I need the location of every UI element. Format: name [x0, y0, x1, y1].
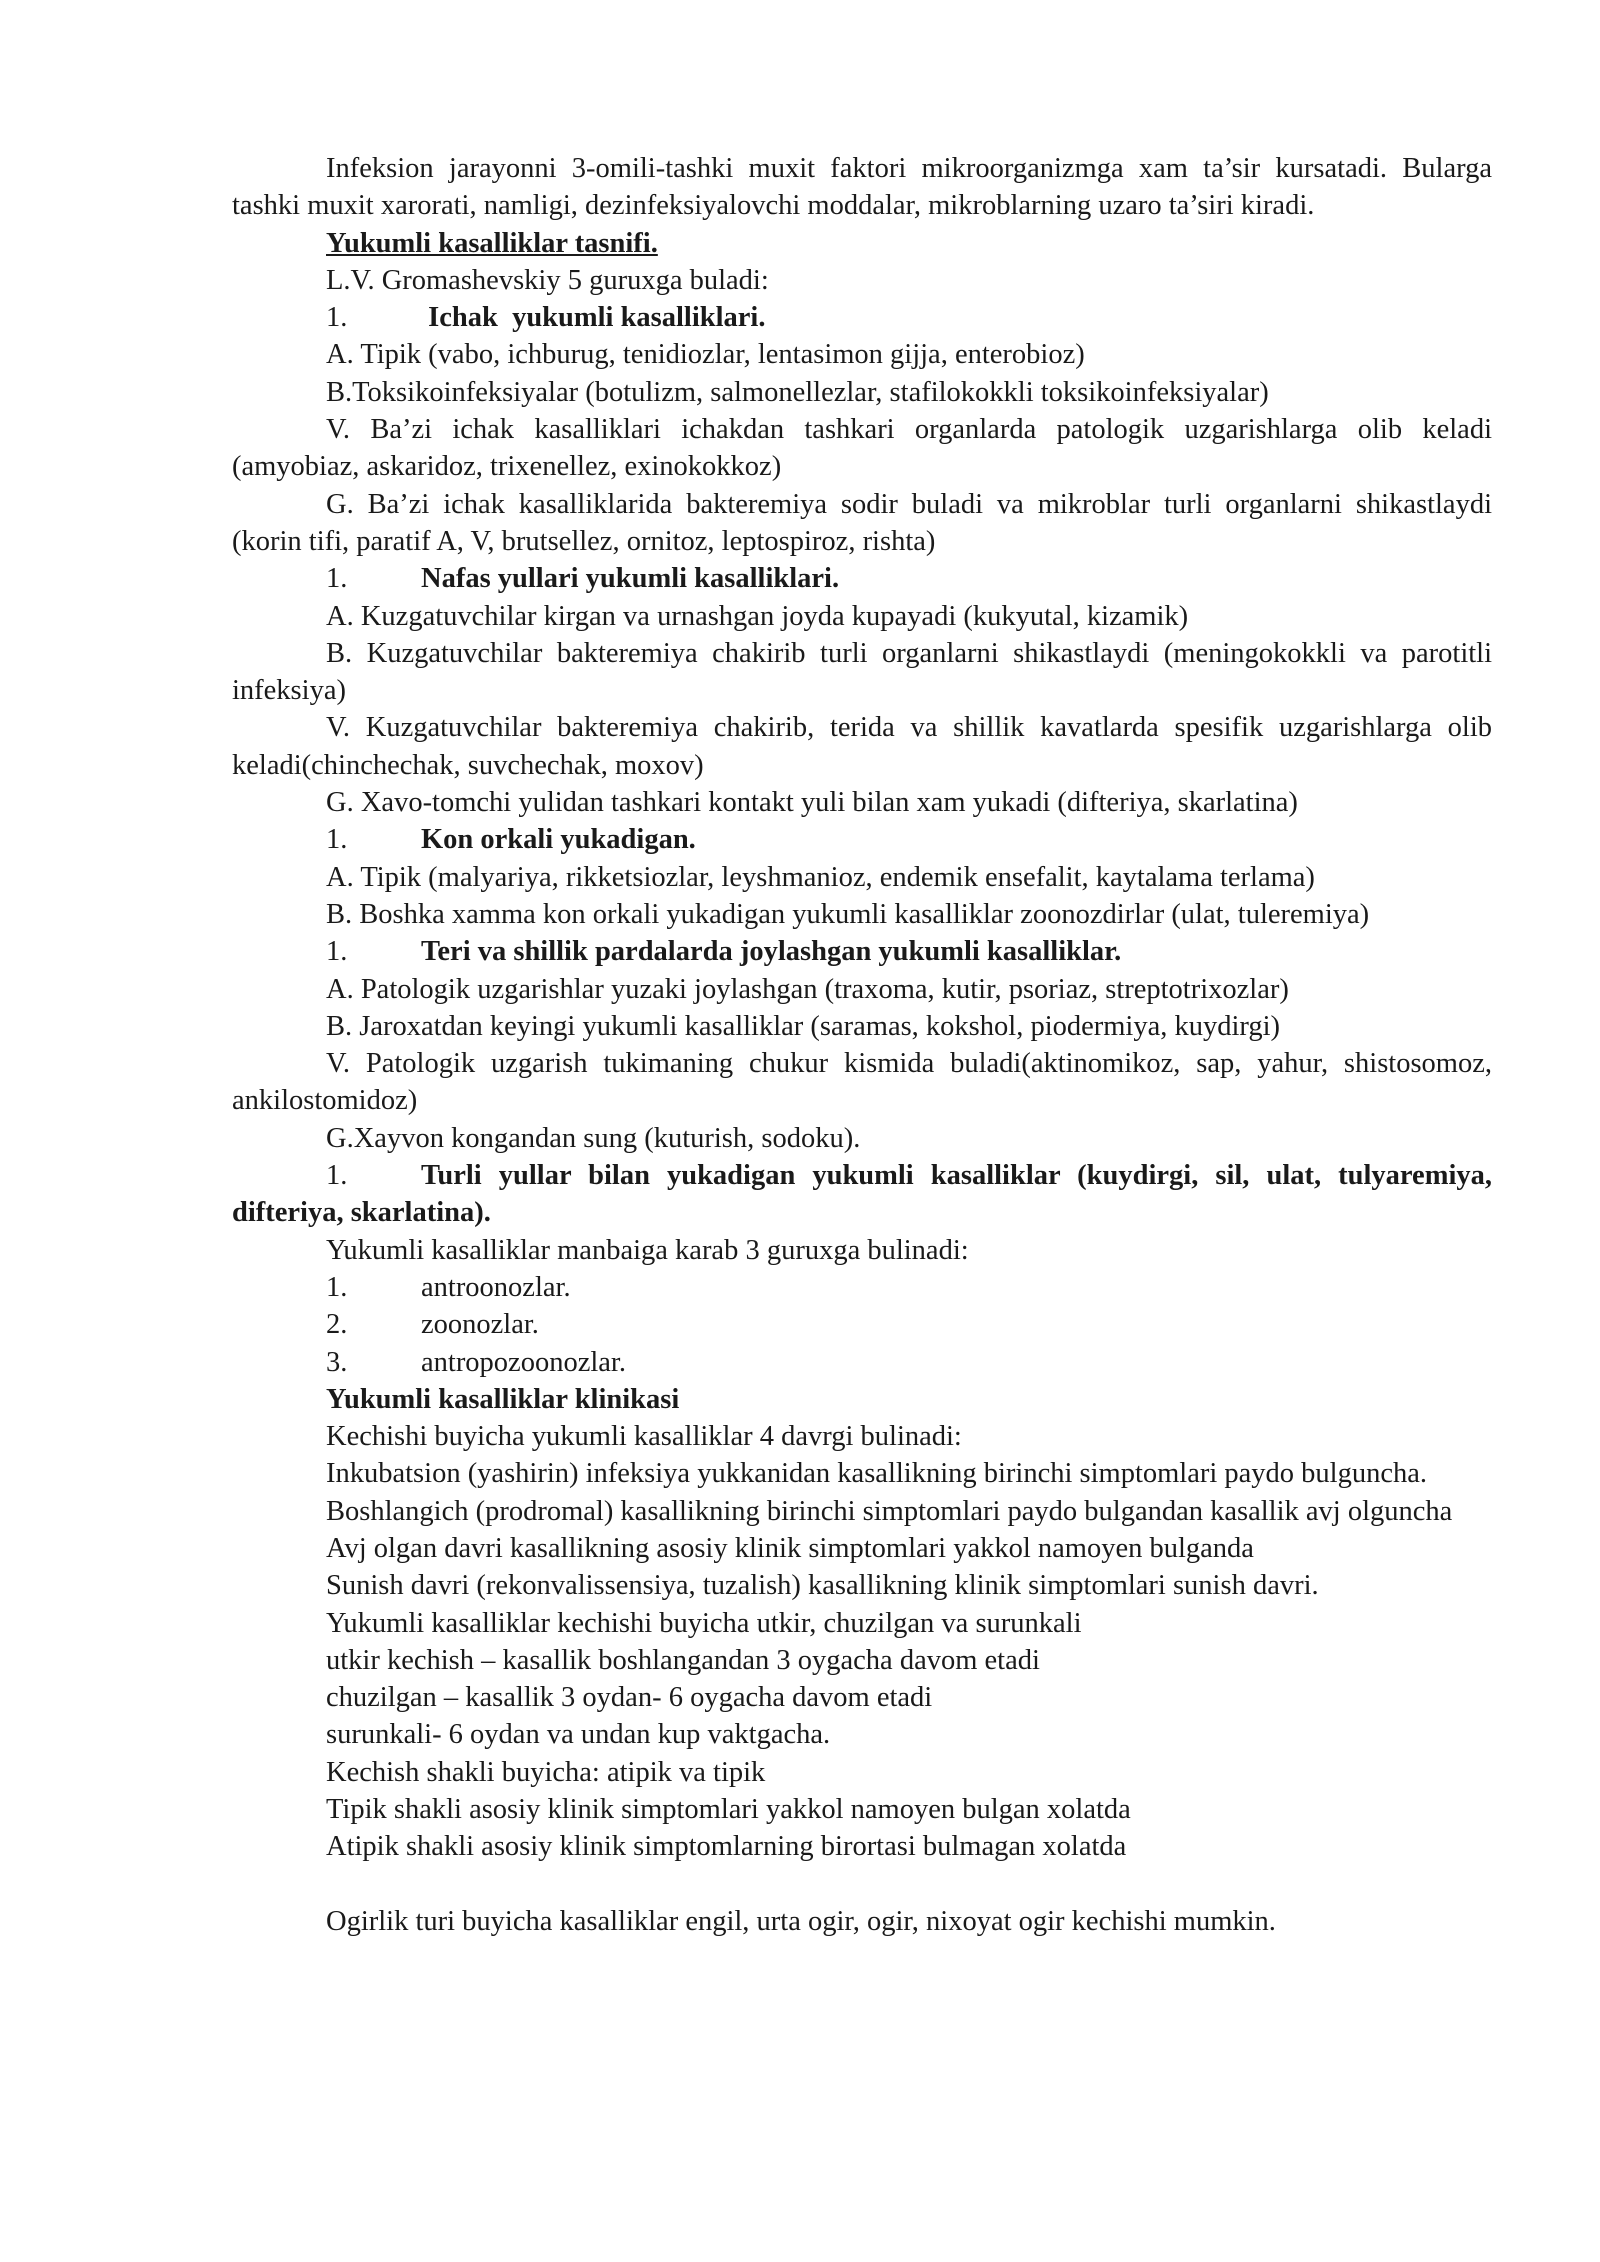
paragraph: Yukumli kasalliklar kechishi buyicha utkir, chuzilgan va surunkali	[326, 1607, 1082, 1639]
paragraph: G.Xayvon kongandan sung (kuturish, sodoku).	[326, 1122, 861, 1154]
paragraph: Boshlangich (prodromal) kasallikning birinchi simptomlari paydo bulgandan kasallik avj olguncha	[326, 1495, 1453, 1527]
list-item-text: antroonozlar.	[421, 1271, 571, 1303]
paragraph: Kechish shakli buyicha: atipik va tipik	[326, 1756, 766, 1788]
paragraph: Avj olgan davri kasallikning asosiy klinik simptomlari yakkol namoyen bulganda	[326, 1532, 1254, 1564]
paragraph: V. Patologik uzgarish tukimaning chukur kismida buladi(aktinomikoz, sap, yahur, shistosomoz, ankilostomidoz)	[232, 1048, 1492, 1117]
list-number: 1.	[326, 302, 348, 334]
list-number: 1.	[326, 936, 348, 968]
paragraph: Sunish davri (rekonvalissensiya, tuzalish) kasallikning klinik simptomlari sunish davri.	[326, 1570, 1319, 1602]
paragraph: A. Tipik (malyariya, rikketsiozlar, leyshmanioz, endemik ensefalit, kaytalama terlama)	[326, 861, 1315, 893]
paragraph: G. Xavo-tomchi yulidan tashkari kontakt yuli bilan xam yukadi (difteriya, skarlatina)	[326, 787, 1298, 819]
paragraph: Inkubatsion (yashirin) infeksiya yukkanidan kasallikning birinchi simptomlari paydo bulguncha.	[326, 1458, 1427, 1490]
numbered-heading-text: Ichak yukumli kasalliklari.	[421, 302, 766, 334]
paragraph: B. Boshka xamma kon orkali yukadigan yukumli kasalliklar zoonozdirlar (ulat, tuleremiya)	[326, 898, 1370, 930]
paragraph: G. Ba’zi ichak kasalliklarida bakteremiya sodir buladi va mikroblar turli organlarni shikastlaydi (korin tifi, paratif A, V, brutsellez, ornitoz, leptospiroz, rishta)	[232, 488, 1492, 557]
list-number: 1.	[326, 824, 348, 856]
section-heading-clinic: Yukumli kasalliklar klinikasi	[326, 1383, 680, 1415]
paragraph-intro: Infeksion jarayonni 3-omili-tashki muxit faktori mikroorganizmga xam ta’sir kursatadi. Bularga tashki muxit xarorati, namligi, dezinfeksiyalovchi moddalar, mikroblarning uzaro ta’siri kiradi.	[232, 153, 1492, 222]
list-item	[232, 1344, 1492, 1381]
section-heading-classification: Yukumli kasalliklar tasnifi.	[326, 227, 658, 259]
paragraph: Yukumli kasalliklar manbaiga karab 3 guruxga bulinadi:	[326, 1234, 969, 1266]
numbered-heading-text: Turli yullar bilan yukadigan yukumli kasalliklar (kuydirgi, sil, ulat, tulyaremiya, difteriya, skarlatina).	[232, 1160, 1492, 1229]
paragraph: L.V. Gromashevskiy 5 guruxga buladi:	[326, 264, 769, 296]
paragraph: Tipik shakli asosiy klinik simptomlari yakkol namoyen bulgan xolatda	[326, 1794, 1131, 1826]
numbered-heading	[232, 933, 1492, 970]
paragraph: A. Patologik uzgarishlar yuzaki joylashgan (traxoma, kutir, psoriaz, streptotrixozlar)	[326, 973, 1289, 1005]
blank-line	[232, 1866, 1492, 1903]
list-number: 1.	[326, 1160, 348, 1192]
list-item	[232, 1306, 1492, 1343]
paragraph: A. Kuzgatuvchilar kirgan va urnashgan joyda kupayadi (kukyutal, kizamik)	[326, 600, 1189, 632]
paragraph: surunkali- 6 oydan va undan kup vaktgacha.	[326, 1719, 831, 1751]
paragraph: Kechishi buyicha yukumli kasalliklar 4 davrgi bulinadi:	[326, 1421, 962, 1453]
numbered-heading	[232, 560, 1492, 597]
paragraph: chuzilgan – kasallik 3 oydan- 6 oygacha davom etadi	[326, 1682, 933, 1714]
paragraph: Ogirlik turi buyicha kasalliklar engil, urta ogir, ogir, nixoyat ogir kechishi mumkin.	[326, 1905, 1276, 1937]
paragraph: B. Jaroxatdan keyingi yukumli kasalliklar (saramas, kokshol, piodermiya, kuydirgi)	[326, 1010, 1281, 1042]
numbered-heading-text: Teri va shillik pardalarda joylashgan yukumli kasalliklar.	[421, 936, 1122, 968]
paragraph: B. Kuzgatuvchilar bakteremiya chakirib turli organlarni shikastlaydi (meningokokkli va parotitli infeksiya)	[232, 637, 1492, 707]
list-number: 2.	[326, 1309, 348, 1341]
paragraph: V. Kuzgatuvchilar bakteremiya chakirib, terida va shillik kavatlarda spesifik uzgarishlarga olib keladi(chinchechak, suvchechak, moxov)	[232, 712, 1492, 781]
paragraph: V. Ba’zi ichak kasalliklari ichakdan tashkari organlarda patologik uzgarishlarga olib keladi (amyobiaz, askaridoz, trixenellez, exinokokkoz)	[232, 414, 1492, 483]
numbered-heading	[232, 1157, 1492, 1232]
numbered-heading-text: Nafas yullari yukumli kasalliklari.	[421, 563, 840, 595]
list-item-text: antropozoonozlar.	[421, 1346, 626, 1378]
paragraph: utkir kechish – kasallik boshlangandan 3 oygacha davom etadi	[326, 1644, 1040, 1676]
list-number: 1.	[326, 1271, 348, 1303]
paragraph: Atipik shakli asosiy klinik simptomlarning birortasi bulmagan xolatda	[326, 1831, 1127, 1863]
list-number: 3.	[326, 1346, 348, 1378]
numbered-heading	[232, 821, 1492, 858]
numbered-heading	[232, 299, 1492, 336]
list-number: 1.	[326, 563, 348, 595]
list-item	[232, 1269, 1492, 1306]
paragraph: A. Tipik (vabo, ichburug, tenidiozlar, lentasimon gijja, enterobioz)	[326, 339, 1085, 371]
list-item-text: zoonozlar.	[421, 1309, 539, 1341]
paragraph: B.Toksikoinfeksiyalar (botulizm, salmonellezlar, stafilokokkli toksikoinfeksiyalar)	[326, 376, 1269, 408]
numbered-heading-text: Kon orkali yukadigan.	[421, 824, 696, 856]
